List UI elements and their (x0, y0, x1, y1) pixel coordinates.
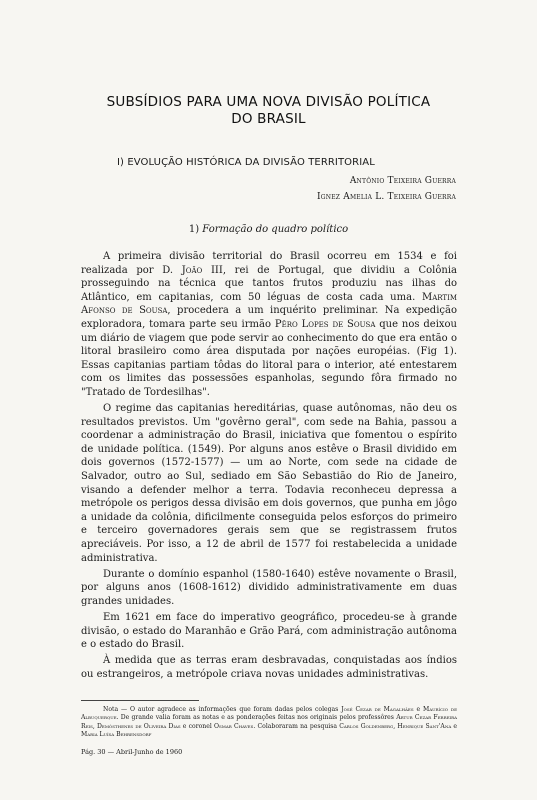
section-heading: I) EVOLUÇÃO HISTÓRICA DA DIVISÃO TERRITORIAL (117, 157, 375, 168)
note-name-8: Maria Luísa Behrensdorf (81, 730, 152, 738)
note-text-a: Nota — O autor agradece as informações que foram dadas pelos colegas (103, 706, 342, 713)
article-title (60, 94, 477, 128)
note-text-c: e (413, 706, 423, 713)
page-footer: Pág. 30 — Abril-Junho de 1960 (81, 748, 183, 756)
footnote (81, 706, 457, 739)
subsection-title: Formação do quadro político (202, 224, 349, 235)
note-text-g: , (92, 722, 98, 730)
article-title-line-1: SUBSÍDIOS PARA UMA NOVA DIVISÃO POLÍTICA (106, 94, 431, 110)
paragraph-2: O regime das capitanias hereditárias, quase autônomas, não deu os resultados previstos. Um "govêrno geral", com sede na Bahia, passou a coordenar a administração do Brasil, iniciativa que fomentou o espírito de unidade política. (1549). Por alguns anos estêve o Brasil dividido em dois governos (1572-1577) — um ao Norte, com sede na cidade de Salvador, outro ao Sul, sediado em São Sebastião do Rio de Janeiro, visando a defender melhor a terra. Todavia reconheceu depressa a metrópole os perigos dessa divisão em dois governos, que punha em jôgo a unidade da colônia, dificilmente conseguida pelos esforços do primeiro e terceiro governadores gerais sem que se registrassem frutos apreciáveis. Por isso, a 12 de abril de 1577 foi restabelecida a unidade administrativa. (81, 403, 457, 564)
p1-text-c: , rei de Portugal, que dividiu a Colônia prosseguindo na técnica que tantos frutos produziu nas ilhas do Atlântico, em capitanias, com 50 léguas de costa cada uma. (81, 264, 457, 303)
footnote-text (81, 706, 457, 739)
author-1: Antônio Teixeira Guerra (349, 176, 456, 186)
p1-name-joao: João III (181, 264, 223, 276)
paragraph-3: Durante o domínio espanhol (1580-1640) estêve novamente o Brasil, por alguns anos (1608-1612) dividido administrativamente em duas grandes unidades. (81, 568, 457, 607)
article-body (81, 250, 457, 684)
paragraph-1 (81, 250, 457, 400)
paragraph-5: À medida que as terras eram desbravadas, conquistadas aos índios ou estrangeiros, a metrópole criava novas unidades administrativas. (81, 655, 457, 680)
p1-text-e: , procedera a um inquérito preliminar. Na expedição exploradora, tomara parte seu irmão (81, 305, 457, 330)
note-name-1: José Cezar de Magalhães (341, 706, 414, 713)
note-text-i: e coronel (180, 722, 214, 730)
p1-name-pero: Pêro Lopes de Sousa (274, 318, 376, 330)
note-name-6: Carlos Goldenberg (339, 722, 394, 730)
note-text-m: , (393, 722, 398, 730)
author-2: Ignez Amelia L. Teixeira Guerra (317, 192, 456, 202)
note-name-4: Demósthenes de Oliveira Dias (97, 722, 181, 730)
note-name-2: Maurício de Albuquerque (81, 706, 457, 722)
note-name-7: Henrique Sant'Ana (397, 722, 452, 730)
p1-name-martim: Martim Afonso de Sousa (81, 291, 457, 317)
subsection-number: 1) (188, 224, 200, 235)
note-name-3: Artur Cezar Ferreira Reis (81, 714, 457, 730)
footnote-divider (81, 700, 199, 701)
note-text-o: e (451, 722, 458, 730)
note-text-k: . Colaboraram na pesquisa (253, 722, 340, 730)
paragraph-4: Em 1621 em face do imperativo geográfico, procedeu-se à grande divisão, o estado do Maranhão e Grão Pará, com administração autônoma e o estado do Brasil. (81, 611, 457, 651)
p1-text-a: A primeira divisão territorial do Brasil ocorreu em 1534 e foi realizada por D. (81, 251, 457, 276)
article-title-line-2: DO BRASIL (231, 111, 306, 127)
p1-text-g: que nos deixou um diário de viagem que pode servir ao conhecimento do que era então o litoral brasileiro como área disputada por nações européias. (Fig 1). Essas capitanias partiam tôdas do litoral para o interior, até entestarem com os limites das possessões espanholas, segundo fôra firmado no "Tratado de Tordesilhas". (81, 318, 457, 398)
note-text-e: . De grande valia foram as notas e as ponderações feitas nos originais pelos professôres (116, 714, 397, 722)
note-name-5: Osmar Chaves (214, 722, 254, 730)
subsection-heading (0, 224, 537, 235)
